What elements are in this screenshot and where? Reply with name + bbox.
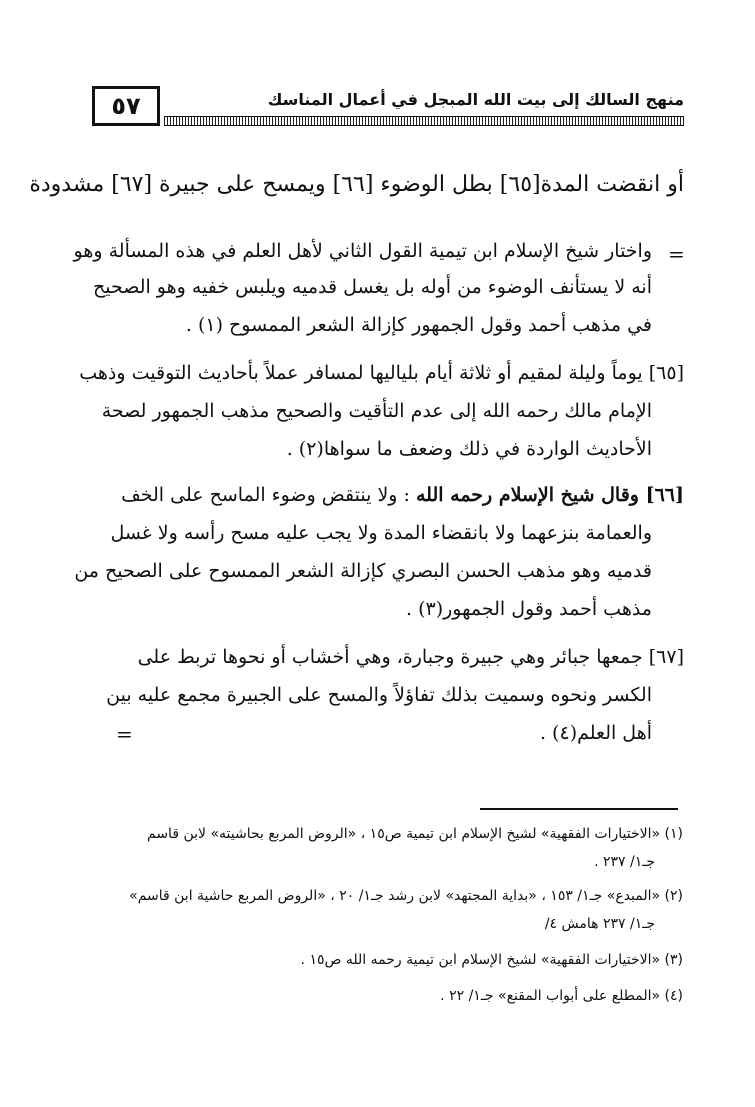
p65-line-3: الأحاديث الواردة في ذلك وضعف ما سواها(٢) . <box>286 438 652 460</box>
footnote-2-line-2: جـ١/ ٢٣٧ هامش ٤/ <box>544 916 655 932</box>
paragraph-65 <box>79 362 684 472</box>
page-header <box>92 86 684 126</box>
p66-line-2: والعمامة بنزعهما ولا بانقضاء المدة ولا يجب عليه مسح رأسه ولا غسل <box>110 522 652 544</box>
footnote-2-line-1: (٢) «المبدع» جـ١/ ١٥٣ ، «بداية المجتهد» لابن رشد جـ١/ ٢٠ ، «الروض المربع حاشية ابن قاسم» <box>129 888 683 904</box>
page-number: ٥٧ <box>92 86 160 126</box>
p66-line-3: قدميه وهو مذهب الحسن البصري كإزالة الشعر الممسوح على الصحيح من <box>74 560 652 582</box>
footnote-separator <box>480 808 678 810</box>
main-line: أو انقضت المدة[٦٥] بطل الوضوء [٦٦] ويمسح على جبيرة [٦٧] مشدودة <box>29 172 684 197</box>
p67-line-2: الكسر ونحوه وسميت بذلك تفاؤلاً والمسح على الجبيرة مجمع عليه بين <box>106 684 652 706</box>
paragraph-shaykh-choice <box>73 240 652 350</box>
p66-lead: [٦٦] وقال شيخ الإسلام رحمه الله <box>415 484 684 506</box>
p66-line-4: مذهب أحمد وقول الجمهور(٣) . <box>405 598 652 620</box>
continuation-marker-top: = <box>668 242 685 266</box>
p66-line-1 <box>121 484 684 506</box>
p1-line-3: في مذهب أحمد وقول الجمهور كإزالة الشعر الممسوح (١) . <box>185 314 652 336</box>
paragraph-67 <box>92 646 684 756</box>
p67-line-1: [٦٧] جمعها جبائر وهي جبيرة وجبارة، وهي أخشاب أو نحوها تربط على <box>137 646 684 668</box>
header-rule <box>164 116 684 126</box>
footnote-1-line-2: جـ١/ ٢٣٧ . <box>594 854 655 870</box>
p65-line-2: الإمام مالك رحمه الله إلى عدم التأقيت والصحيح مذهب الجمهور لصحة <box>101 400 652 422</box>
main-text <box>29 172 684 208</box>
p67-line-3: أهل العلم(٤) . <box>539 722 652 744</box>
running-title: منهج السالك إلى بيت الله المبجل في أعمال المناسك <box>267 90 684 109</box>
p1-line-1: واختار شيخ الإسلام ابن تيمية القول الثاني لأهل العلم في هذه المسألة وهو <box>73 240 652 262</box>
footnote-1-line-1: (١) «الاختيارات الفقهية» لشيخ الإسلام ابن تيمية ص١٥ ، «الروض المربع بحاشيته» لابن قاسم <box>147 826 683 842</box>
footnote-3: (٣) «الاختيارات الفقهية» لشيخ الإسلام ابن تيمية رحمه الله ص١٥ . <box>300 952 683 968</box>
footnote-4: (٤) «المطلع على أبواب المقنع» جـ١/ ٢٢ . <box>440 988 683 1004</box>
p66-line-1-text: : ولا ينتقض وضوء الماسح على الخف <box>121 484 410 506</box>
p1-line-2: أنه لا يستأنف الوضوء من أوله بل يغسل قدميه ويلبس خفيه وهو الصحيح <box>92 276 652 298</box>
p65-line-1: [٦٥] يوماً وليلة لمقيم أو ثلاثة أيام بلياليها لمسافر عملاً بأحاديث التوقيت وذهب <box>79 362 684 384</box>
continuation-marker-bottom: = <box>116 722 133 746</box>
paragraph-66 <box>74 484 684 634</box>
